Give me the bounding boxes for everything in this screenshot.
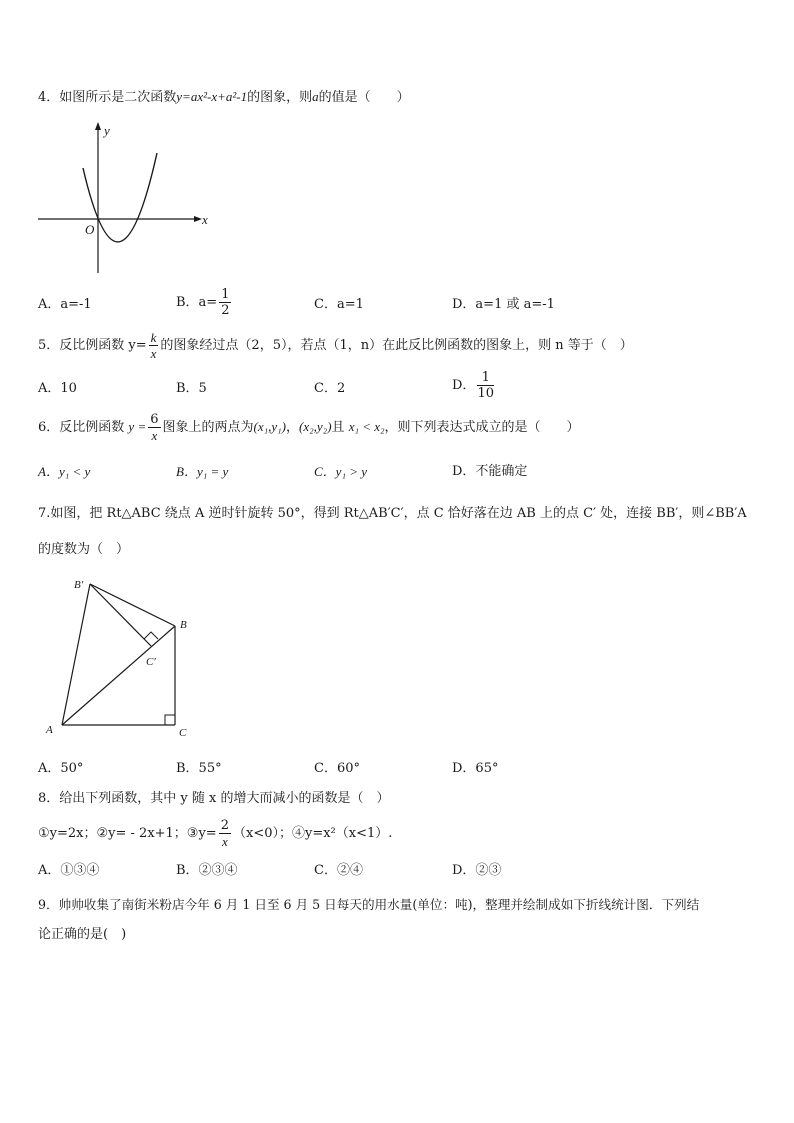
segment-b-prime-c-prime xyxy=(90,584,151,646)
q8-functions-text: ①y=2x；②y= - 2x+1；③y= xyxy=(38,826,217,841)
y-axis-label: y xyxy=(104,123,110,138)
q8-functions-text-2: （x<0）；④y=x²（x<1）. xyxy=(232,826,393,841)
x-axis-label: x xyxy=(202,212,208,227)
q6-option-c[interactable]: C．y₁ > y xyxy=(314,464,368,479)
q6-stem-mid: 图象上的两点为 xyxy=(162,420,254,435)
q4-stem-end: 的值是（ ） xyxy=(318,90,410,105)
q6-stem xyxy=(38,412,580,443)
q5-option-d-fraction xyxy=(477,370,494,401)
right-angle-c-prime-icon xyxy=(144,632,158,639)
q4-option-c[interactable]: C．a=1 xyxy=(314,297,364,312)
q5-option-a[interactable]: A．10 xyxy=(38,381,77,396)
q5-option-c[interactable]: C．2 xyxy=(314,381,346,396)
q4-option-b-text: B．a= xyxy=(176,295,218,310)
right-angle-c-icon xyxy=(165,715,175,725)
q7-option-d[interactable]: D．65° xyxy=(452,761,499,776)
numerator: 2 xyxy=(220,818,229,833)
q7-option-c[interactable]: C．60° xyxy=(314,761,360,776)
denominator: x xyxy=(151,428,158,443)
q5-option-b[interactable]: B．5 xyxy=(176,381,207,396)
q4-stem-text: 4．如图所示是二次函数 xyxy=(38,90,177,105)
q5-option-d-text: D． xyxy=(452,378,476,393)
denominator: 2 xyxy=(221,303,230,318)
q4-stem xyxy=(38,88,410,107)
q4-parabola-graph xyxy=(30,118,220,278)
denominator: x xyxy=(150,346,157,361)
q7-option-b[interactable]: B．55° xyxy=(176,761,222,776)
q6-stem-post: ，则下列表达式成立的是（ ） xyxy=(384,420,580,435)
q6-fraction xyxy=(148,412,160,443)
q4-option-b[interactable] xyxy=(176,287,233,318)
q6-point-1: (x₁,y₁) xyxy=(253,419,287,434)
label-b-prime: B′ xyxy=(74,579,84,591)
q4-stem-text-2: 的图象，则 xyxy=(247,90,313,105)
numerator: k xyxy=(150,330,157,345)
q4-var-a: a xyxy=(312,89,319,104)
q5-stem-text: 5．反比例函数 y= xyxy=(38,338,147,353)
x-axis-arrow-icon xyxy=(194,216,202,222)
q7-stem-line2: 的度数为（ ） xyxy=(38,542,130,557)
q6-stem-text: 6．反比例函数 xyxy=(38,420,125,435)
label-c: C xyxy=(179,727,187,739)
q8-fraction xyxy=(219,818,231,849)
q6-condition: x₁ < x₂ xyxy=(348,419,385,434)
q6-option-d[interactable]: D．不能确定 xyxy=(452,464,528,479)
q6-point-2: (x₂,y₂) xyxy=(299,419,332,434)
q6-option-b[interactable]: B．y₁ = y xyxy=(176,464,229,479)
q9-stem-line1: 9．帅帅收集了南街米粉店今年 6 月 1 日至 6 月 5 日每天的用水量(单位：吨)，整理并绘制成如下折线统计图．下列结 xyxy=(38,897,700,912)
q8-option-b[interactable]: B．②③④ xyxy=(176,863,238,878)
q4-option-d[interactable]: D．a=1 或 a=-1 xyxy=(452,297,555,312)
q4-formula: y=ax²-x+a²-1 xyxy=(176,89,248,104)
denominator: 10 xyxy=(477,386,494,401)
numerator: 6 xyxy=(150,412,159,427)
q9-stem-line2: 论正确的是( ) xyxy=(38,927,127,942)
q7-stem-line1: 7.如图，把 Rt△ABC 绕点 A 逆时针旋转 50°，得到 Rt△AB′C′，点 C 恰好落在边 AB 上的点 C′ 处，连接 BB′，则∠BB′A xyxy=(38,506,747,521)
q5-stem-text-2: 的图象经过点（2，5），若点（1，n）在此反比例函数的图象上，则 n 等于（ ） xyxy=(160,338,633,353)
q6-comma: ， xyxy=(286,420,300,435)
q4-option-b-fraction xyxy=(219,287,231,318)
q8-option-c[interactable]: C．②④ xyxy=(314,863,363,878)
numerator: 1 xyxy=(221,287,230,302)
q6-and: 且 xyxy=(331,420,345,435)
q5-option-d[interactable] xyxy=(452,370,496,401)
q5-stem xyxy=(38,330,633,361)
label-a: A xyxy=(46,724,53,736)
label-c-prime: C′ xyxy=(146,656,156,668)
q8-option-a[interactable]: A．①③④ xyxy=(38,863,100,878)
denominator: x xyxy=(221,834,228,849)
q8-functions xyxy=(38,818,392,849)
numerator: 1 xyxy=(477,370,494,386)
q7-rotation-figure xyxy=(38,574,208,744)
q7-option-a[interactable]: A．50° xyxy=(38,761,84,776)
q8-option-d[interactable]: D．②③ xyxy=(452,863,502,878)
label-b: B xyxy=(180,619,187,631)
q8-stem: 8．给出下列函数，其中 y 随 x 的增大而减小的函数是（ ） xyxy=(38,791,390,806)
segment-bb-prime xyxy=(90,584,175,626)
q4-option-a[interactable]: A．a=-1 xyxy=(38,297,92,312)
y-axis-arrow-icon xyxy=(95,122,101,130)
q6-y-eq: y = xyxy=(128,419,147,434)
q6-option-a[interactable]: A．y₁ < y xyxy=(38,464,91,479)
q5-fraction xyxy=(149,330,159,361)
origin-label: O xyxy=(85,222,95,237)
